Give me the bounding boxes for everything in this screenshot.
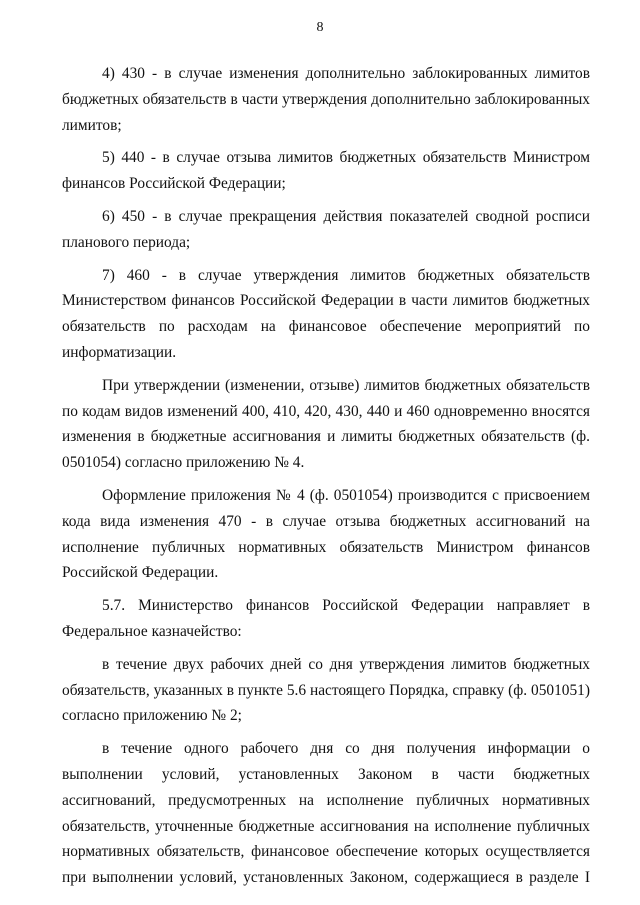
paragraph-one-day: в течение одного рабочего дня со дня получения информации о выполнении условий, установленных Законом в части бюджетных ассигнований, предусмотренных на исполнение публичных нормативных обязательств, уточненные бюджетные ассигнования на исполнение публичных нормативных обязательств, финансовое обеспечение которых осуществляется при выполнении условий, установленных Законом, содержащиеся в разделе I xyxy=(62,740,590,887)
paragraph-item-5: 5) 440 - в случае отзыва лимитов бюджетных обязательств Министром финансов Российской Федерации; xyxy=(62,149,590,193)
paragraph-item-4: 4) 430 - в случае изменения дополнительно заблокированных лимитов бюджетных обязательств в части утверждения дополнительно заблокированных лимитов; xyxy=(62,65,590,134)
paragraph-section-5-7: 5.7. Министерство финансов Российской Федерации направляет в Федеральное казначейство: xyxy=(62,597,590,640)
paragraph-item-6: 6) 450 - в случае прекращения действия показателей сводной росписи планового периода; xyxy=(62,207,590,251)
page-number: 8 xyxy=(316,20,324,35)
paragraph-two-days: в течение двух рабочих дней со дня утверждения лимитов бюджетных обязательств, указанных в пункте 5.6 настоящего Порядка, справку (ф. 0501051) согласно приложению № 2; xyxy=(62,655,590,725)
paragraph-appendix-4: Оформление приложения № 4 (ф. 0501054) производится с присвоением кода вида изменения 470 - в случае отзыва бюджетных ассигнований на исполнение публичных нормативных обязательств Министром финансов Российской Федерации. xyxy=(62,486,590,582)
paragraph-item-7: 7) 460 - в случае утверждения лимитов бюджетных обязательств Министерством финансов Российской Федерации в части лимитов бюджетных обязательств по расходам на финансовое обеспечение мероприятий по информатизации. xyxy=(62,266,590,361)
document-body xyxy=(62,61,590,898)
paragraph-change-codes: При утверждении (изменении, отзыве) лимитов бюджетных обязательств по кодам видов изменений 400, 410, 420, 430, 440 и 460 одновременно вносятся изменения в бюджетные ассигнования и лимиты бюджетных обязательств (ф. 0501054) согласно приложению № 4. xyxy=(62,376,590,472)
